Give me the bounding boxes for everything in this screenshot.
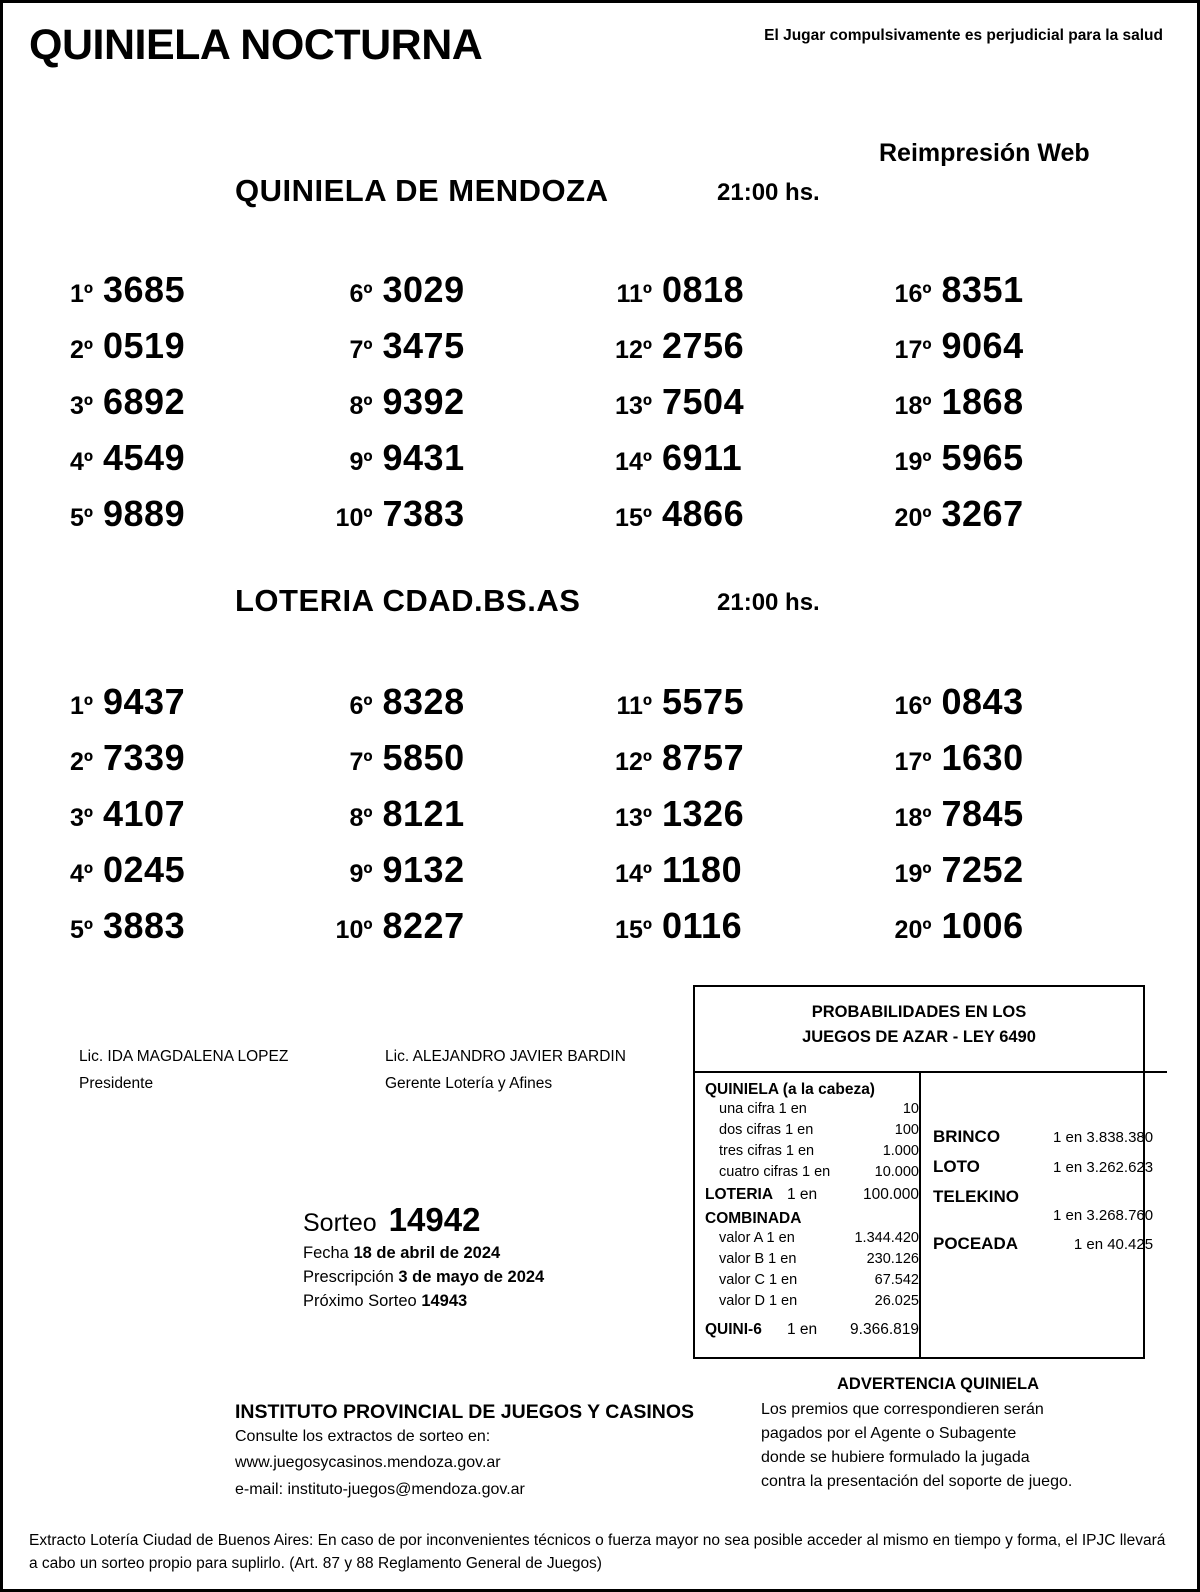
probability-row [705, 1291, 919, 1312]
signature-role: Gerente Lotería y Afines [385, 1075, 553, 1093]
result-position: 20º [894, 504, 932, 532]
game-odds: 1 en 3.268.760 [1053, 1207, 1154, 1224]
draw-time: 21:00 hs. [717, 589, 820, 616]
result-cell [49, 681, 329, 737]
result-number: 2756 [662, 325, 745, 366]
probability-label: tres cifras 1 en [719, 1143, 815, 1160]
probability-row [705, 1228, 919, 1249]
result-position: 9º [349, 860, 373, 888]
probabilities-left-column [695, 1071, 921, 1357]
result-number: 1630 [941, 737, 1024, 778]
probability-odds: 1.344.420 [854, 1230, 919, 1247]
result-number: 3475 [382, 325, 465, 366]
result-position: 2º [69, 336, 93, 364]
result-cell [888, 793, 1168, 849]
result-position: 18º [894, 804, 932, 832]
proximo-value: 14943 [421, 1292, 468, 1310]
result-position: 14º [615, 448, 652, 476]
result-number: 1006 [941, 905, 1024, 946]
page-title: QUINIELA NOCTURNA [29, 21, 483, 69]
result-position: 19º [894, 860, 932, 888]
result-cell [49, 737, 329, 793]
result-position: 16º [894, 692, 932, 720]
result-position: 14º [615, 860, 652, 888]
result-cell [608, 681, 888, 737]
result-cell [329, 493, 609, 549]
institute-line[interactable]: www.juegosycasinos.mendoza.gov.ar [235, 1454, 501, 1472]
probabilities-panel [693, 985, 1154, 1359]
result-position: 1º [69, 280, 93, 308]
quini6-row [705, 1318, 919, 1341]
result-number: 3685 [103, 269, 186, 310]
prescripcion-value: 3 de mayo de 2024 [398, 1268, 545, 1286]
result-position: 4º [69, 448, 93, 476]
result-position: 8º [349, 804, 373, 832]
game-probability-item [933, 1157, 1167, 1177]
result-number: 0818 [662, 269, 745, 310]
result-cell [329, 737, 609, 793]
probabilities-title [695, 987, 1143, 1050]
result-position: 5º [69, 504, 93, 532]
result-position: 11º [616, 692, 652, 720]
result-cell [329, 381, 609, 437]
result-number: 0843 [941, 681, 1024, 722]
signature-role: Presidente [79, 1075, 154, 1093]
quini6-name: QUINI-6 [705, 1321, 762, 1339]
sorteo-info [303, 1201, 544, 1311]
advertencia-block [703, 1375, 1173, 1494]
result-number: 1326 [662, 793, 745, 834]
game-odds: 1 en 3.262.623 [1053, 1159, 1154, 1176]
advertencia-title: ADVERTENCIA QUINIELA [837, 1375, 1039, 1393]
probabilities-title-line2: JUEGOS DE AZAR - LEY 6490 [802, 1027, 1036, 1046]
quini6-mid: 1 en [787, 1321, 818, 1339]
result-position: 13º [615, 392, 652, 420]
probability-odds: 10.000 [874, 1164, 919, 1181]
combinada-head: COMBINADA [705, 1210, 802, 1228]
signature-name: Lic. ALEJANDRO JAVIER BARDIN [385, 1048, 626, 1065]
advertencia-line: donde se hubiere formulado la jugada [761, 1449, 1030, 1466]
result-cell [608, 905, 888, 961]
result-position: 18º [894, 392, 932, 420]
result-number: 9392 [382, 381, 465, 422]
result-cell [49, 325, 329, 381]
quiniela-head: QUINIELA (a la cabeza) [705, 1081, 875, 1098]
result-cell [888, 737, 1168, 793]
probability-label: valor D 1 en [719, 1293, 798, 1310]
result-cell [49, 269, 329, 325]
result-number: 5575 [662, 681, 745, 722]
result-cell [329, 681, 609, 737]
game-probability-item [933, 1187, 1167, 1224]
result-cell [49, 437, 329, 493]
result-number: 0116 [662, 905, 743, 946]
result-number: 3029 [382, 269, 465, 310]
prescripcion-label: Prescripción [303, 1268, 394, 1286]
quini6-odds: 9.366.819 [850, 1321, 919, 1339]
result-cell [329, 325, 609, 381]
sorteo-proximo-row [303, 1292, 544, 1311]
result-number: 9889 [103, 493, 186, 534]
probability-label: dos cifras 1 en [719, 1122, 814, 1139]
probabilities-title-line1: PROBABILIDADES EN LOS [811, 1003, 1027, 1021]
result-number: 9064 [941, 325, 1024, 366]
draw-block-bsas [3, 583, 1197, 946]
advertencia-line: Los premios que correspondieren serán [761, 1401, 1044, 1418]
result-number: 8227 [382, 905, 465, 946]
result-position: 3º [69, 392, 93, 420]
probability-row [705, 1249, 919, 1270]
probabilities-right-column [921, 1071, 1167, 1357]
probability-row [705, 1099, 919, 1120]
loteria-row [705, 1183, 919, 1206]
result-cell [888, 381, 1168, 437]
loteria-name: LOTERIA [705, 1186, 774, 1204]
result-number: 7383 [382, 493, 465, 534]
result-position: 12º [615, 336, 652, 364]
draw-time: 21:00 hs. [717, 179, 820, 206]
result-cell [329, 437, 609, 493]
result-number: 0245 [103, 849, 186, 890]
results-grid [3, 681, 1197, 961]
result-position: 8º [349, 392, 373, 420]
quiniela-rows [705, 1099, 919, 1183]
loteria-mid: 1 en [787, 1186, 818, 1204]
result-cell [329, 905, 609, 961]
game-odds: 1 en 40.425 [1073, 1236, 1154, 1253]
result-cell [329, 269, 609, 325]
draw-block-mendoza [3, 139, 1197, 534]
document-header [3, 15, 1197, 73]
result-cell [608, 849, 888, 905]
result-cell [49, 905, 329, 961]
result-position: 15º [615, 916, 652, 944]
result-position: 9º [349, 448, 373, 476]
result-cell [608, 493, 888, 549]
probability-row [705, 1120, 919, 1141]
institute-block [235, 1401, 694, 1503]
proximo-label: Próximo Sorteo [303, 1292, 417, 1310]
game-name: POCEADA [933, 1234, 1019, 1253]
result-position: 7º [349, 336, 373, 364]
result-position: 2º [69, 748, 93, 776]
game-name: TELEKINO [933, 1187, 1019, 1206]
probability-odds: 10 [902, 1101, 919, 1117]
result-position: 10º [335, 916, 373, 944]
sorteo-prescripcion-row [303, 1268, 544, 1287]
probability-odds: 26.025 [874, 1293, 919, 1310]
result-number: 7339 [103, 737, 186, 778]
probabilities-body [695, 1071, 1154, 1357]
signature-president [79, 1043, 288, 1097]
result-position: 16º [894, 280, 932, 308]
sorteo-fecha-row [303, 1244, 544, 1263]
result-number: 8121 [382, 793, 465, 834]
result-number: 3267 [941, 493, 1024, 534]
game-odds: 1 en 3.838.380 [1053, 1129, 1154, 1146]
result-position: 1º [69, 692, 93, 720]
result-number: 6911 [662, 437, 743, 478]
result-number: 0519 [103, 325, 186, 366]
result-position: 7º [349, 748, 373, 776]
sorteo-number-row [303, 1201, 544, 1239]
institute-line: Consulte los extractos de sorteo en: [235, 1428, 491, 1445]
advertencia-line: contra la presentación del soporte de juego. [761, 1473, 1073, 1490]
probability-odds: 67.542 [874, 1272, 919, 1289]
result-position: 10º [335, 504, 373, 532]
gambling-warning-text: El Jugar compulsivamente es perjudicial para la salud [764, 27, 1163, 44]
result-number: 4549 [103, 437, 186, 478]
probability-row [705, 1162, 919, 1183]
result-cell [608, 737, 888, 793]
result-cell [49, 849, 329, 905]
fecha-value: 18 de abril de 2024 [353, 1244, 501, 1262]
loteria-odds: 100.000 [862, 1186, 919, 1204]
draw-name: QUINIELA DE MENDOZA [235, 173, 609, 208]
result-cell [608, 793, 888, 849]
signature-name: Lic. IDA MAGDALENA LOPEZ [79, 1048, 289, 1065]
probability-label: valor C 1 en [719, 1272, 798, 1289]
result-position: 19º [894, 448, 932, 476]
probability-odds: 100 [894, 1122, 919, 1139]
result-cell [49, 793, 329, 849]
reprint-label: Reimpresión Web [879, 139, 1090, 167]
probability-label: valor A 1 en [719, 1230, 795, 1247]
draw-header [3, 583, 1197, 643]
result-cell [49, 381, 329, 437]
result-number: 6892 [103, 381, 186, 422]
result-number: 4866 [662, 493, 745, 534]
result-cell [888, 681, 1168, 737]
probability-row [705, 1141, 919, 1162]
result-cell [608, 269, 888, 325]
result-position: 6º [349, 692, 373, 720]
result-cell [888, 905, 1168, 961]
draw-header [3, 139, 1197, 233]
institute-title: INSTITUTO PROVINCIAL DE JUEGOS Y CASINOS [235, 1401, 695, 1423]
draw-name: LOTERIA CDAD.BS.AS [235, 583, 581, 618]
advertencia-line: pagados por el Agente o Subagente [761, 1425, 1017, 1442]
result-position: 6º [349, 280, 373, 308]
probability-label: una cifra 1 en [719, 1101, 807, 1117]
signature-manager [385, 1043, 626, 1097]
result-position: 12º [615, 748, 652, 776]
result-cell [329, 793, 609, 849]
result-number: 8351 [941, 269, 1024, 310]
result-cell [608, 381, 888, 437]
result-number: 7504 [662, 381, 745, 422]
result-position: 5º [69, 916, 93, 944]
result-number: 3883 [103, 905, 186, 946]
result-number: 1868 [941, 381, 1024, 422]
result-cell [888, 437, 1168, 493]
probability-odds: 1.000 [882, 1143, 919, 1160]
result-position: 13º [615, 804, 652, 832]
game-probability-item [933, 1234, 1167, 1254]
result-cell [888, 325, 1168, 381]
result-number: 9437 [103, 681, 186, 722]
advertencia-lines [703, 1398, 1173, 1494]
result-cell [608, 325, 888, 381]
result-position: 17º [894, 336, 932, 364]
result-position: 15º [615, 504, 652, 532]
game-name: LOTO [933, 1157, 980, 1176]
result-cell [888, 849, 1168, 905]
result-position: 17º [894, 748, 932, 776]
result-number: 7845 [941, 793, 1024, 834]
result-number: 7252 [941, 849, 1024, 890]
combinada-rows [705, 1228, 919, 1312]
sorteo-label: Sorteo [303, 1209, 377, 1237]
result-cell [608, 437, 888, 493]
game-name: BRINCO [933, 1127, 1001, 1146]
result-cell [49, 493, 329, 549]
result-position: 3º [69, 804, 93, 832]
result-number: 9431 [382, 437, 465, 478]
result-position: 20º [894, 916, 932, 944]
result-number: 4107 [103, 793, 186, 834]
game-probability-item [933, 1127, 1167, 1147]
probability-row [705, 1270, 919, 1291]
institute-line[interactable]: e-mail: instituto-juegos@mendoza.gov.ar [235, 1480, 525, 1498]
result-number: 5850 [382, 737, 465, 778]
result-number: 9132 [382, 849, 465, 890]
probability-label: valor B 1 en [719, 1251, 797, 1268]
result-cell [329, 849, 609, 905]
result-position: 4º [69, 860, 93, 888]
result-number: 8328 [382, 681, 465, 722]
probability-odds: 230.126 [866, 1251, 919, 1268]
result-number: 1180 [662, 849, 743, 890]
result-cell [888, 493, 1168, 549]
result-position: 11º [616, 280, 652, 308]
result-number: 5965 [941, 437, 1024, 478]
sorteo-number: 14942 [388, 1201, 481, 1238]
results-grid [3, 269, 1197, 549]
probability-label: cuatro cifras 1 en [719, 1164, 831, 1181]
footnote-text: Extracto Lotería Ciudad de Buenos Aires: En caso de por inconvenientes técnicos o fuerza mayor no sea posible acceder al mismo en tiempo y forma, el IPJC llevará a cabo un sorteo propio para suplirlo. (Art. 87 y 88 Reglamento General de Juegos) [29, 1531, 1166, 1572]
result-cell [888, 269, 1168, 325]
institute-lines [235, 1424, 694, 1503]
fecha-label: Fecha [303, 1244, 349, 1262]
result-number: 8757 [662, 737, 745, 778]
